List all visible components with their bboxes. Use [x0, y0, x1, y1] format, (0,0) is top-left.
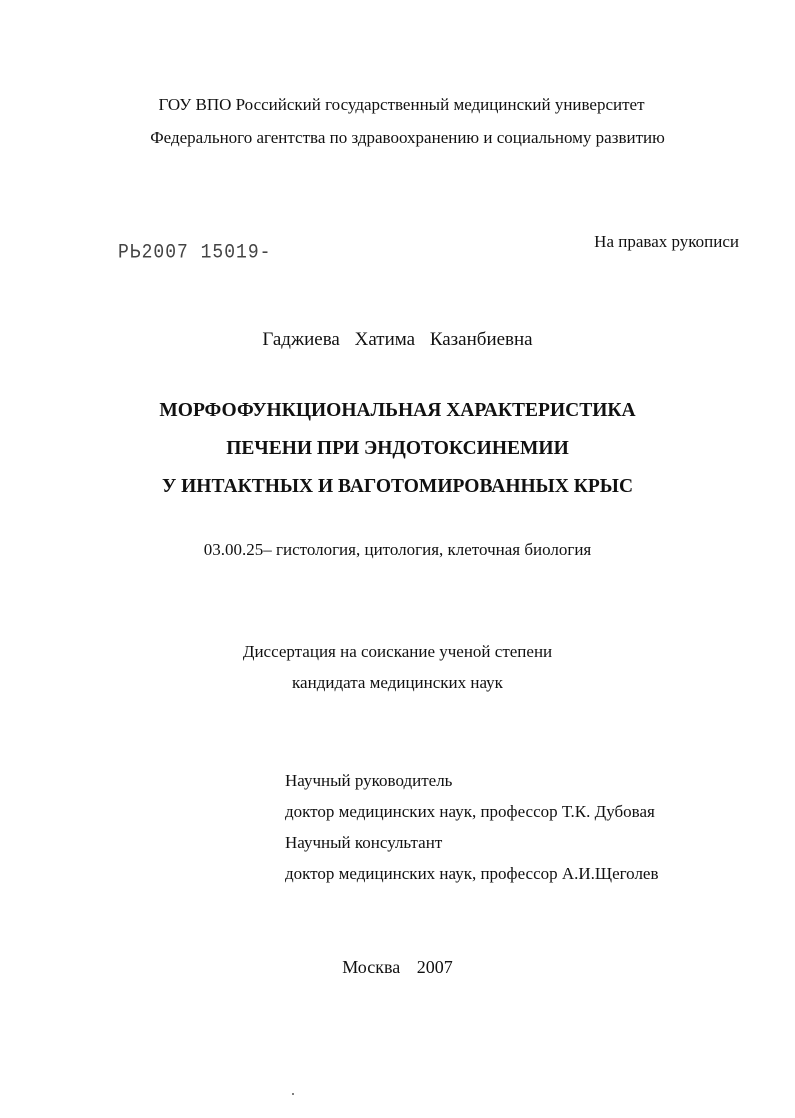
registration-stamp: РЬ2007 15019-: [118, 241, 272, 265]
organization-line-1: ГОУ ВПО Российский государственный медицинский университет: [158, 95, 645, 114]
title-line-2: ПЕЧЕНИ ПРИ ЭНДОТОКСИНЕМИИ: [226, 438, 569, 459]
manuscript-note: На правах рукописи: [594, 232, 739, 251]
consultant-name: доктор медицинских наук, профессор А.И.Щеголев: [285, 864, 659, 883]
title-line-1: МОРФОФУНКЦИОНАЛЬНАЯ ХАРАКТЕРИСТИКА: [159, 400, 636, 421]
degree-line-2: кандидата медицинских наук: [292, 673, 503, 692]
city-year: Москва 2007: [342, 957, 453, 977]
consultant-label: Научный консультант: [285, 833, 443, 852]
title-line-3: У ИНТАКТНЫХ И ВАГОТОМИРОВАННЫХ КРЫС: [161, 476, 634, 497]
supervisors-block: [285, 765, 659, 889]
dissertation-title: [0, 392, 795, 506]
degree-statement: [0, 636, 795, 698]
supervisor-name: доктор медицинских наук, профессор Т.К. Дубовая: [285, 802, 655, 821]
specialty-code: 03.00.25– гистология, цитология, клеточная биология: [203, 540, 592, 559]
author-name: Гаджиева Хатима Казанбиевна: [262, 329, 533, 350]
scan-speck: [292, 1093, 294, 1095]
degree-line-1: Диссертация на соискание ученой степени: [242, 642, 553, 661]
supervisor-label: Научный руководитель: [285, 771, 453, 790]
organization-line-2: Федерального агентства по здравоохранению и социальному развитию: [150, 128, 665, 147]
